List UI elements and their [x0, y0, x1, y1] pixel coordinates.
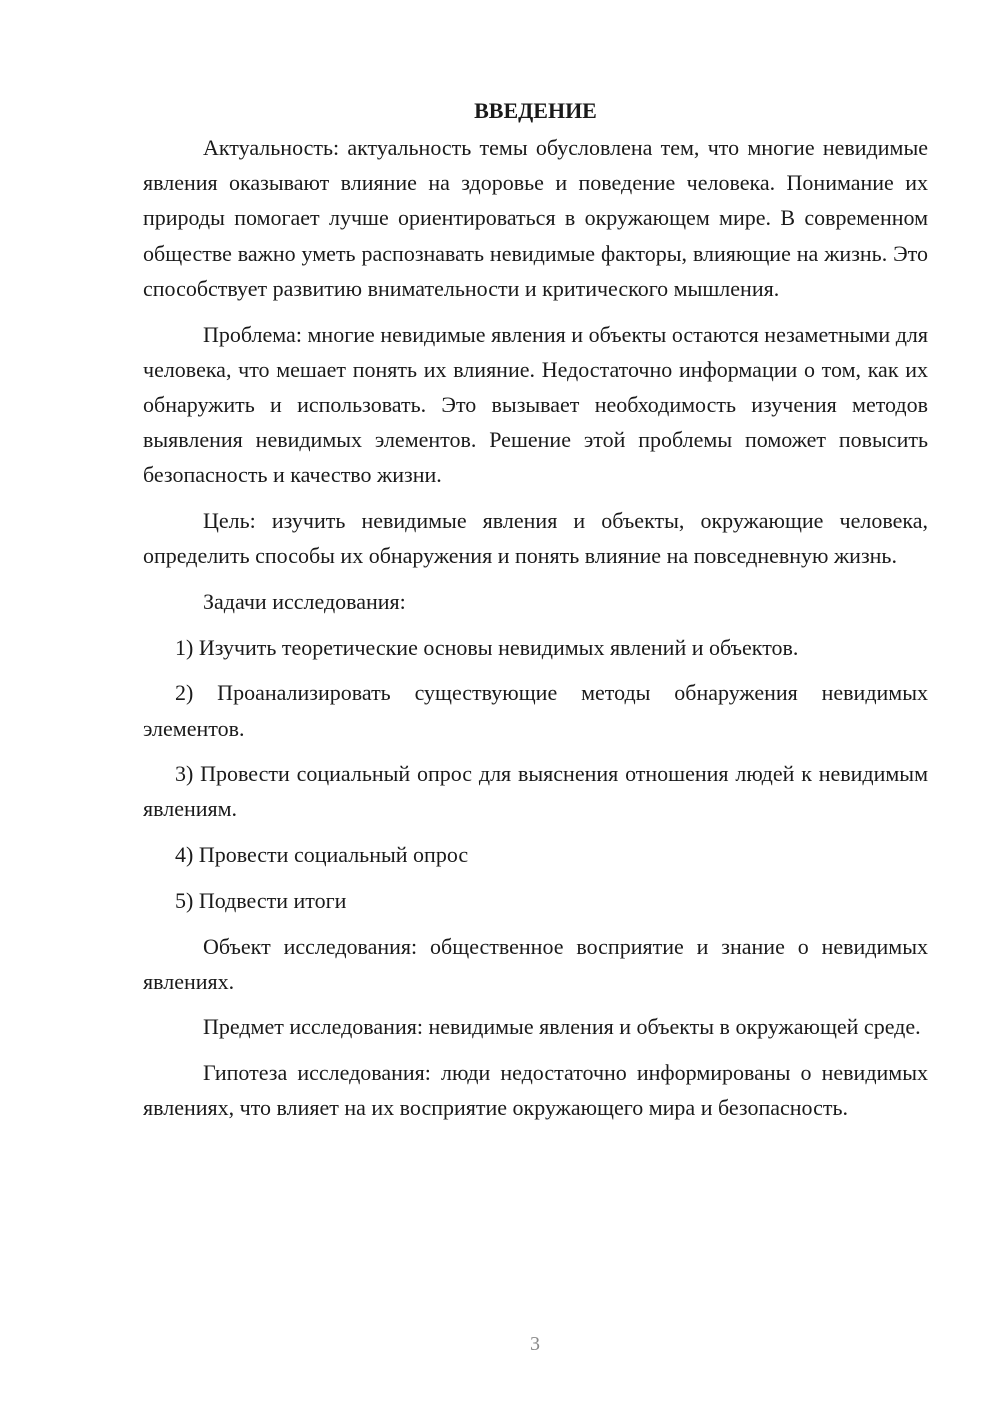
problem-paragraph: Проблема: многие невидимые явления и объекты остаются незаметными для человека, что мешает понять их влияние. Недостаточно информации о том, как их обнаружить и использовать. Это вызывает необходимость изучения методов выявления невидимых элементов. Решение этой проблемы поможет повысить безопасность и качество жизни.	[143, 321, 928, 488]
task-item-4: 4) Провести социальный опрос	[175, 842, 469, 868]
page-content	[143, 92, 928, 1136]
task-item-5: 5) Подвести итоги	[175, 887, 347, 913]
task-item-1: 1) Изучить теоретические основы невидимых явлений и объектов.	[175, 634, 799, 660]
page-number: 3	[530, 1333, 540, 1355]
section-heading: ВВЕДЕНИЕ	[474, 98, 597, 123]
subject-paragraph: Предмет исследования: невидимые явления и объекты в окружающей среде.	[203, 1014, 921, 1040]
task-item-3: 3) Провести социальный опрос для выяснения отношения людей к невидимым явлениям.	[143, 761, 928, 822]
tasks-title: Задачи исследования:	[203, 588, 406, 614]
task-item-2: 2) Проанализировать существующие методы обнаружения невидимых элементов.	[143, 680, 928, 741]
object-paragraph: Объект исследования: общественное восприятие и знание о невидимых явлениях.	[143, 933, 928, 994]
relevance-paragraph: Актуальность: актуальность темы обусловлена тем, что многие невидимые явления оказывают влияние на здоровье и поведение человека. Понимание их природы помогает лучше ориентироваться в окружающем мире. В современном обществе важно уметь распознавать невидимые факторы, влияющие на жизнь. Это способствует развитию внимательности и критического мышления.	[143, 135, 928, 301]
hypothesis-paragraph: Гипотеза исследования: люди недостаточно информированы о невидимых явлениях, что влияет на их восприятие окружающего мира и безопасность.	[143, 1060, 928, 1121]
goal-paragraph: Цель: изучить невидимые явления и объекты, окружающие человека, определить способы их обнаружения и понять влияние на повседневную жизнь.	[143, 508, 928, 569]
